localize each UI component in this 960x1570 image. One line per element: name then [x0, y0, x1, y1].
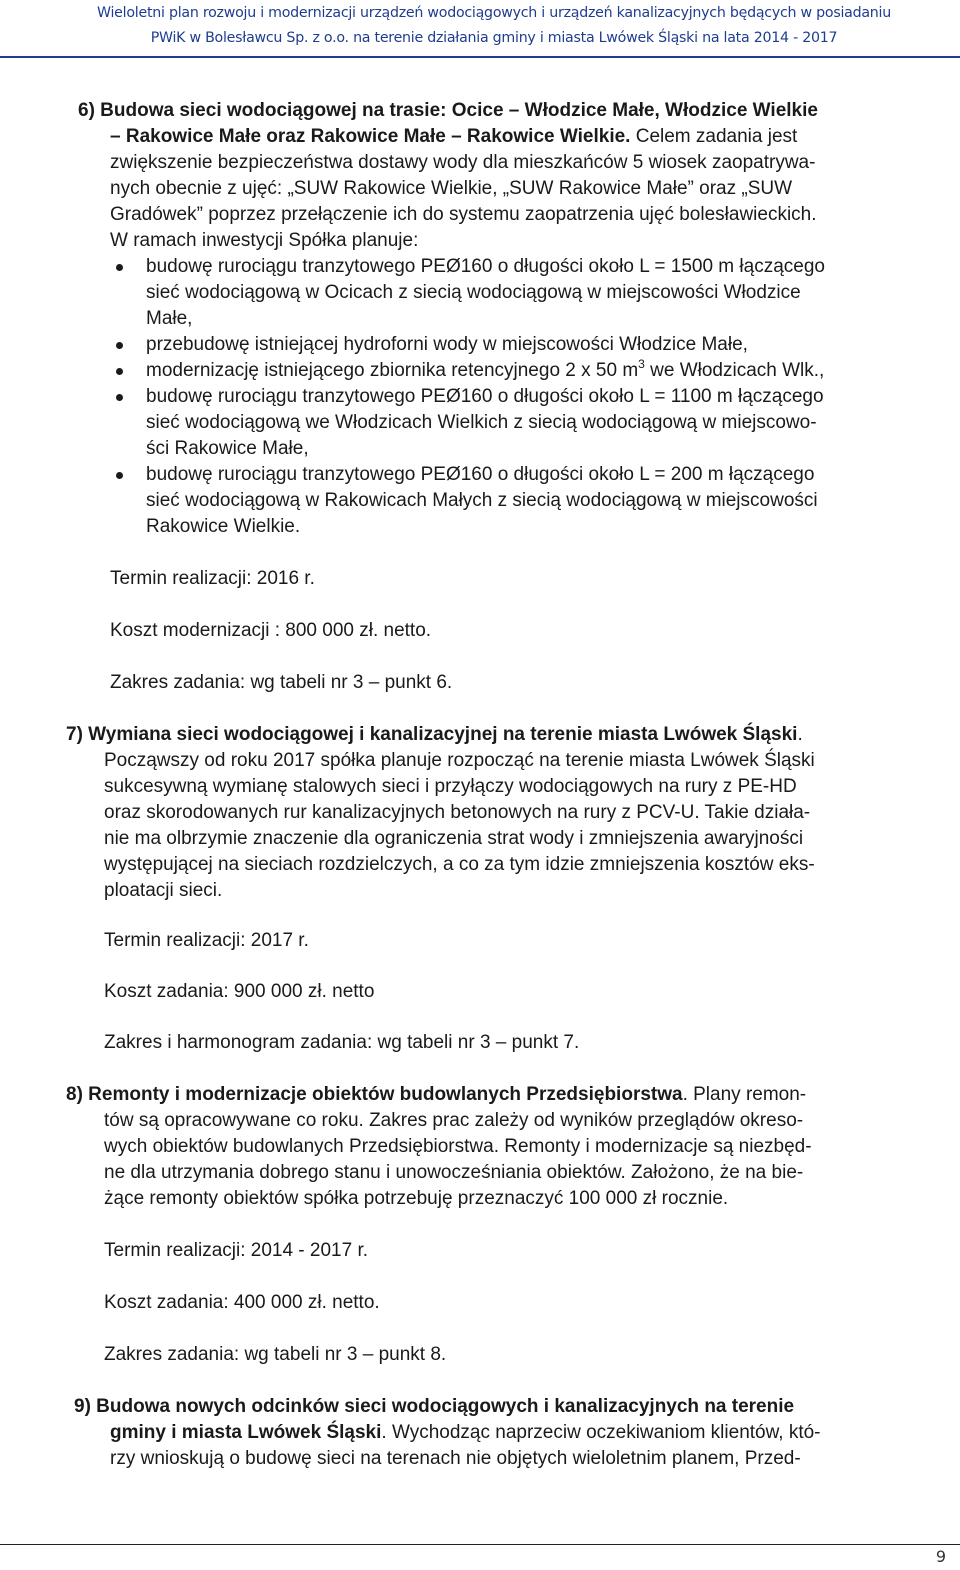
section7-line5: występującej na sieciach rozdzielczych, a co za tym idzie zmniejszenia kosztów eks- [104, 854, 815, 875]
section6-line6: W ramach inwestycji Spółka planuje: [110, 230, 419, 251]
bullet5-line2: sieć wodociągową w Rakowicach Małych z siecią wodociągową w miejscowości [146, 490, 818, 511]
section8-title-rest: . Plany remon- [682, 1084, 807, 1105]
bullet1-line1: budowę rurociągu tranzytowego PEØ160 o długości około L = 1500 m łączącego [146, 256, 825, 277]
section9-title: 9) Budowa nowych odcinków sieci wodociągowych i kanalizacyjnych na terenie [74, 1396, 795, 1417]
page-header [0, 0, 960, 58]
section6-line2-rest: Celem zadania jest [630, 126, 798, 147]
footer-divider [0, 1544, 960, 1545]
section8-title [66, 1082, 806, 1108]
section7-line1: Począwszy od roku 2017 spółka planuje rozpocząć na terenie miasta Lwówek Śląski [104, 750, 815, 771]
section8-termin: Termin realizacji: 2014 - 2017 r. [104, 1240, 369, 1261]
section7-zakres: Zakres i harmonogram zadania: wg tabeli nr 3 – punkt 7. [104, 1032, 580, 1053]
bullet1-line3: Małe, [146, 308, 193, 329]
section9-title-cont: gminy i miasta Lwówek Śląski [110, 1422, 382, 1443]
bullet-icon [116, 368, 123, 375]
section7-title [66, 722, 803, 748]
section8-title-text: 8) Remonty i modernizacje obiektów budowlanych Przedsiębiorstwa [66, 1084, 683, 1105]
bullet3 [146, 358, 824, 385]
section9-line2-rest: . Wychodząc naprzeciw oczekiwaniom klientów, któ- [381, 1422, 821, 1443]
section8-line4: ne dla utrzymania dobrego stanu i unowocześniania obiektów. Założono, że na bie- [104, 1162, 804, 1183]
bullet-icon [116, 264, 123, 271]
section6-title: 6) Budowa sieci wodociągowej na trasie: Ocice – Włodzice Małe, Włodzice Wielkie [78, 100, 818, 121]
bullet4-line3: ści Rakowice Małe, [146, 438, 309, 459]
section7-line4: nie ma olbrzymie znaczenie dla ograniczenia strat wody i zmniejszenia awaryjności [104, 828, 804, 849]
header-divider [0, 56, 960, 58]
bullet-icon [116, 342, 123, 349]
section8-line2: tów są opracowywane co roku. Zakres prac zależy od wyników przeglądów okreso- [104, 1110, 804, 1131]
bullet2: przebudowę istniejącej hydroforni wody w miejscowości Włodzice Małe, [146, 334, 748, 355]
superscript: 3 [638, 357, 645, 371]
bullet5-line3: Rakowice Wielkie. [146, 516, 301, 537]
section7-title-text: 7) Wymiana sieci wodociągowej i kanalizacyjnej na terenie miasta Lwówek Śląski [66, 724, 798, 745]
bullet3-text-end: we Włodzicach Wlk., [644, 360, 825, 381]
bullet-icon [116, 472, 123, 479]
section6-zakres: Zakres zadania: wg tabeli nr 3 – punkt 6. [110, 672, 453, 693]
bullet4-line2: sieć wodociągową we Włodzicach Wielkich z siecią wodociągową w miejscowo- [146, 412, 817, 433]
bullet1-line2: sieć wodociągową w Ocicach z siecią wodociągową w miejscowości Włodzice [146, 282, 801, 303]
section6-line2 [110, 124, 797, 150]
header-line-1: Wieloletni plan rozwoju i modernizacji urządzeń wodociągowych i urządzeń kanalizacyjnych będących w posiadaniu [97, 5, 891, 21]
section6-termin: Termin realizacji: 2016 r. [110, 568, 315, 589]
section8-koszt: Koszt zadania: 400 000 zł. netto. [104, 1292, 380, 1313]
section7-line6: ploatacji sieci. [104, 880, 223, 901]
page-number: 9 [935, 1547, 946, 1566]
section7-koszt: Koszt zadania: 900 000 zł. netto [104, 981, 375, 1002]
section6-line3: zwiększenie bezpieczeństwa dostawy wody dla mieszkańców 5 wiosek zaopatrywa- [110, 152, 816, 173]
section7-title-dot: . [797, 724, 803, 745]
bullet3-text: modernizację istniejącego zbiornika retencyjnego 2 x 50 m [146, 360, 639, 381]
section9-line2 [110, 1420, 821, 1446]
section8-line3: wych obiektów budowlanych Przedsiębiorstwa. Remonty i modernizacje są niezbęd- [104, 1136, 812, 1157]
header-line-2: PWiK w Bolesławcu Sp. z o.o. na terenie działania gminy i miasta Lwówek Śląski na lata 2014 - 2017 [150, 30, 838, 46]
section8-zakres: Zakres zadania: wg tabeli nr 3 – punkt 8. [104, 1344, 447, 1365]
section7-termin: Termin realizacji: 2017 r. [104, 930, 309, 951]
section6-koszt: Koszt modernizacji : 800 000 zł. netto. [110, 620, 432, 641]
section8-line5: żące remonty obiektów spółka potrzebuję przeznaczyć 100 000 zł rocznie. [104, 1188, 729, 1209]
bullet5-line1: budowę rurociągu tranzytowego PEØ160 o długości około L = 200 m łączącego [146, 464, 815, 485]
bullet-icon [116, 394, 123, 401]
section7-line3: oraz skorodowanych rur kanalizacyjnych betonowych na rury z PCV-U. Takie działa- [104, 802, 811, 823]
bullet4-line1: budowę rurociągu tranzytowego PEØ160 o długości około L = 1100 m łączącego [146, 386, 824, 407]
section7-line2: sukcesywną wymianę stalowych sieci i przyłączy wodociągowych na rury z PE-HD [104, 776, 797, 797]
section6-title-cont: – Rakowice Małe oraz Rakowice Małe – Rakowice Wielkie. [110, 126, 631, 147]
section6-line5: Gradówek” poprzez przełączenie ich do systemu zaopatrzenia ujęć bolesławieckich. [110, 204, 817, 225]
section9-line3: rzy wnioskują o budowę sieci na terenach nie objętych wieloletnim planem, Przed- [110, 1448, 801, 1469]
section6-line4: nych obecnie z ujęć: „SUW Rakowice Wielkie, „SUW Rakowice Małe” oraz „SUW [110, 178, 793, 199]
